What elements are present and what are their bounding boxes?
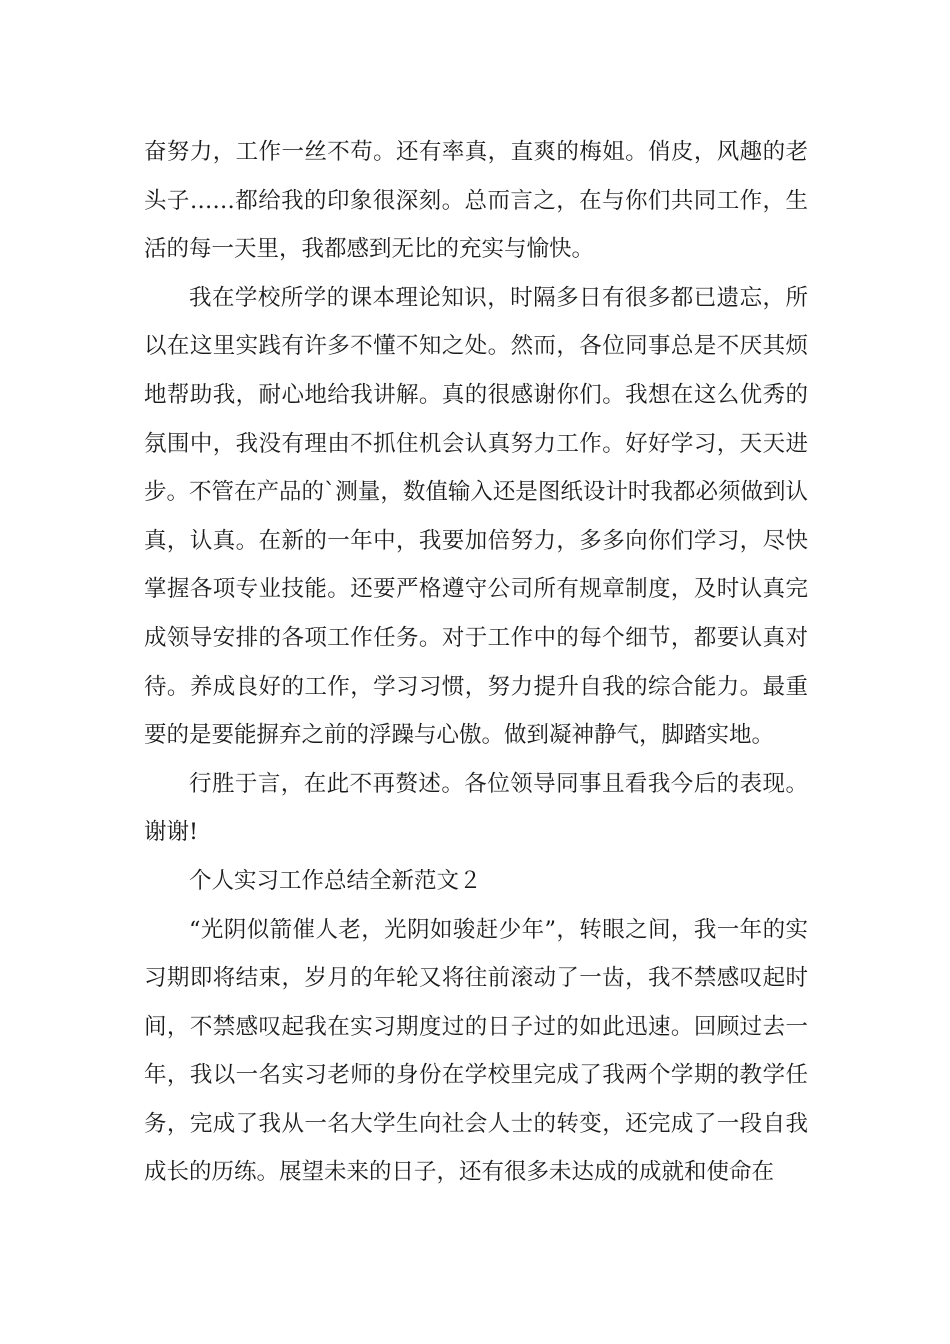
paragraph-learning-plans: 我在学校所学的课本理论知识，时隔多日有很多都已遗忘，所以在这里实践有许多不懂不知之处。然而，各位同事总是不厌其烦地帮助我，耐心地给我讲解。真的很感谢你们。我想在这么优秀的氛围中，我没有理由不抓住机会认真努力工作。好好学习，天天进步。不管在产品的`测量，数值输入还是图纸设计时我都必须做到认真，认真。在新的一年中，我要加倍努力，多多向你们学习，尽快掌握各项专业技能。还要严格遵守公司所有规章制度，及时认真完成领导安排的各项工作任务。对于工作中的每个细节，都要认真对待。养成良好的工作，学习习惯，努力提升自我的综合能力。最重要的是要能摒弃之前的浮躁与心傲。做到凝神静气，脚踏实地。 — [144, 284, 808, 749]
document-body — [144, 128, 808, 1197]
paragraph-internship-review: “光阴似箭催人老，光阴如骏赶少年”，转眼之间，我一年的实习期即将结束，岁月的年轮又将往前滚动了一齿，我不禁感叹起时间，不禁感叹起我在实习期度过的日子过的如此迅速。回顾过去一年，我以一名实习老师的身份在学校里完成了我两个学期的教学任务，完成了我从一名大学生向社会人士的转变，还完成了一段自我成长的历练。展望未来的日子，还有很多未达成的成就和使命在 — [144, 916, 808, 1186]
section-heading: 个人实习工作总结全新范文２ — [189, 867, 482, 894]
paragraph-colleagues-impression: 奋努力，工作一丝不苟。还有率真，直爽的梅姐。俏皮，风趣的老头子……都给我的印象很深刻。总而言之，在与你们共同工作，生活的每一天里，我都感到无比的充实与愉快。 — [144, 139, 808, 263]
paragraph-closing-thanks: 行胜于言，在此不再赘述。各位领导同事且看我今后的表现。谢谢! — [144, 770, 808, 846]
